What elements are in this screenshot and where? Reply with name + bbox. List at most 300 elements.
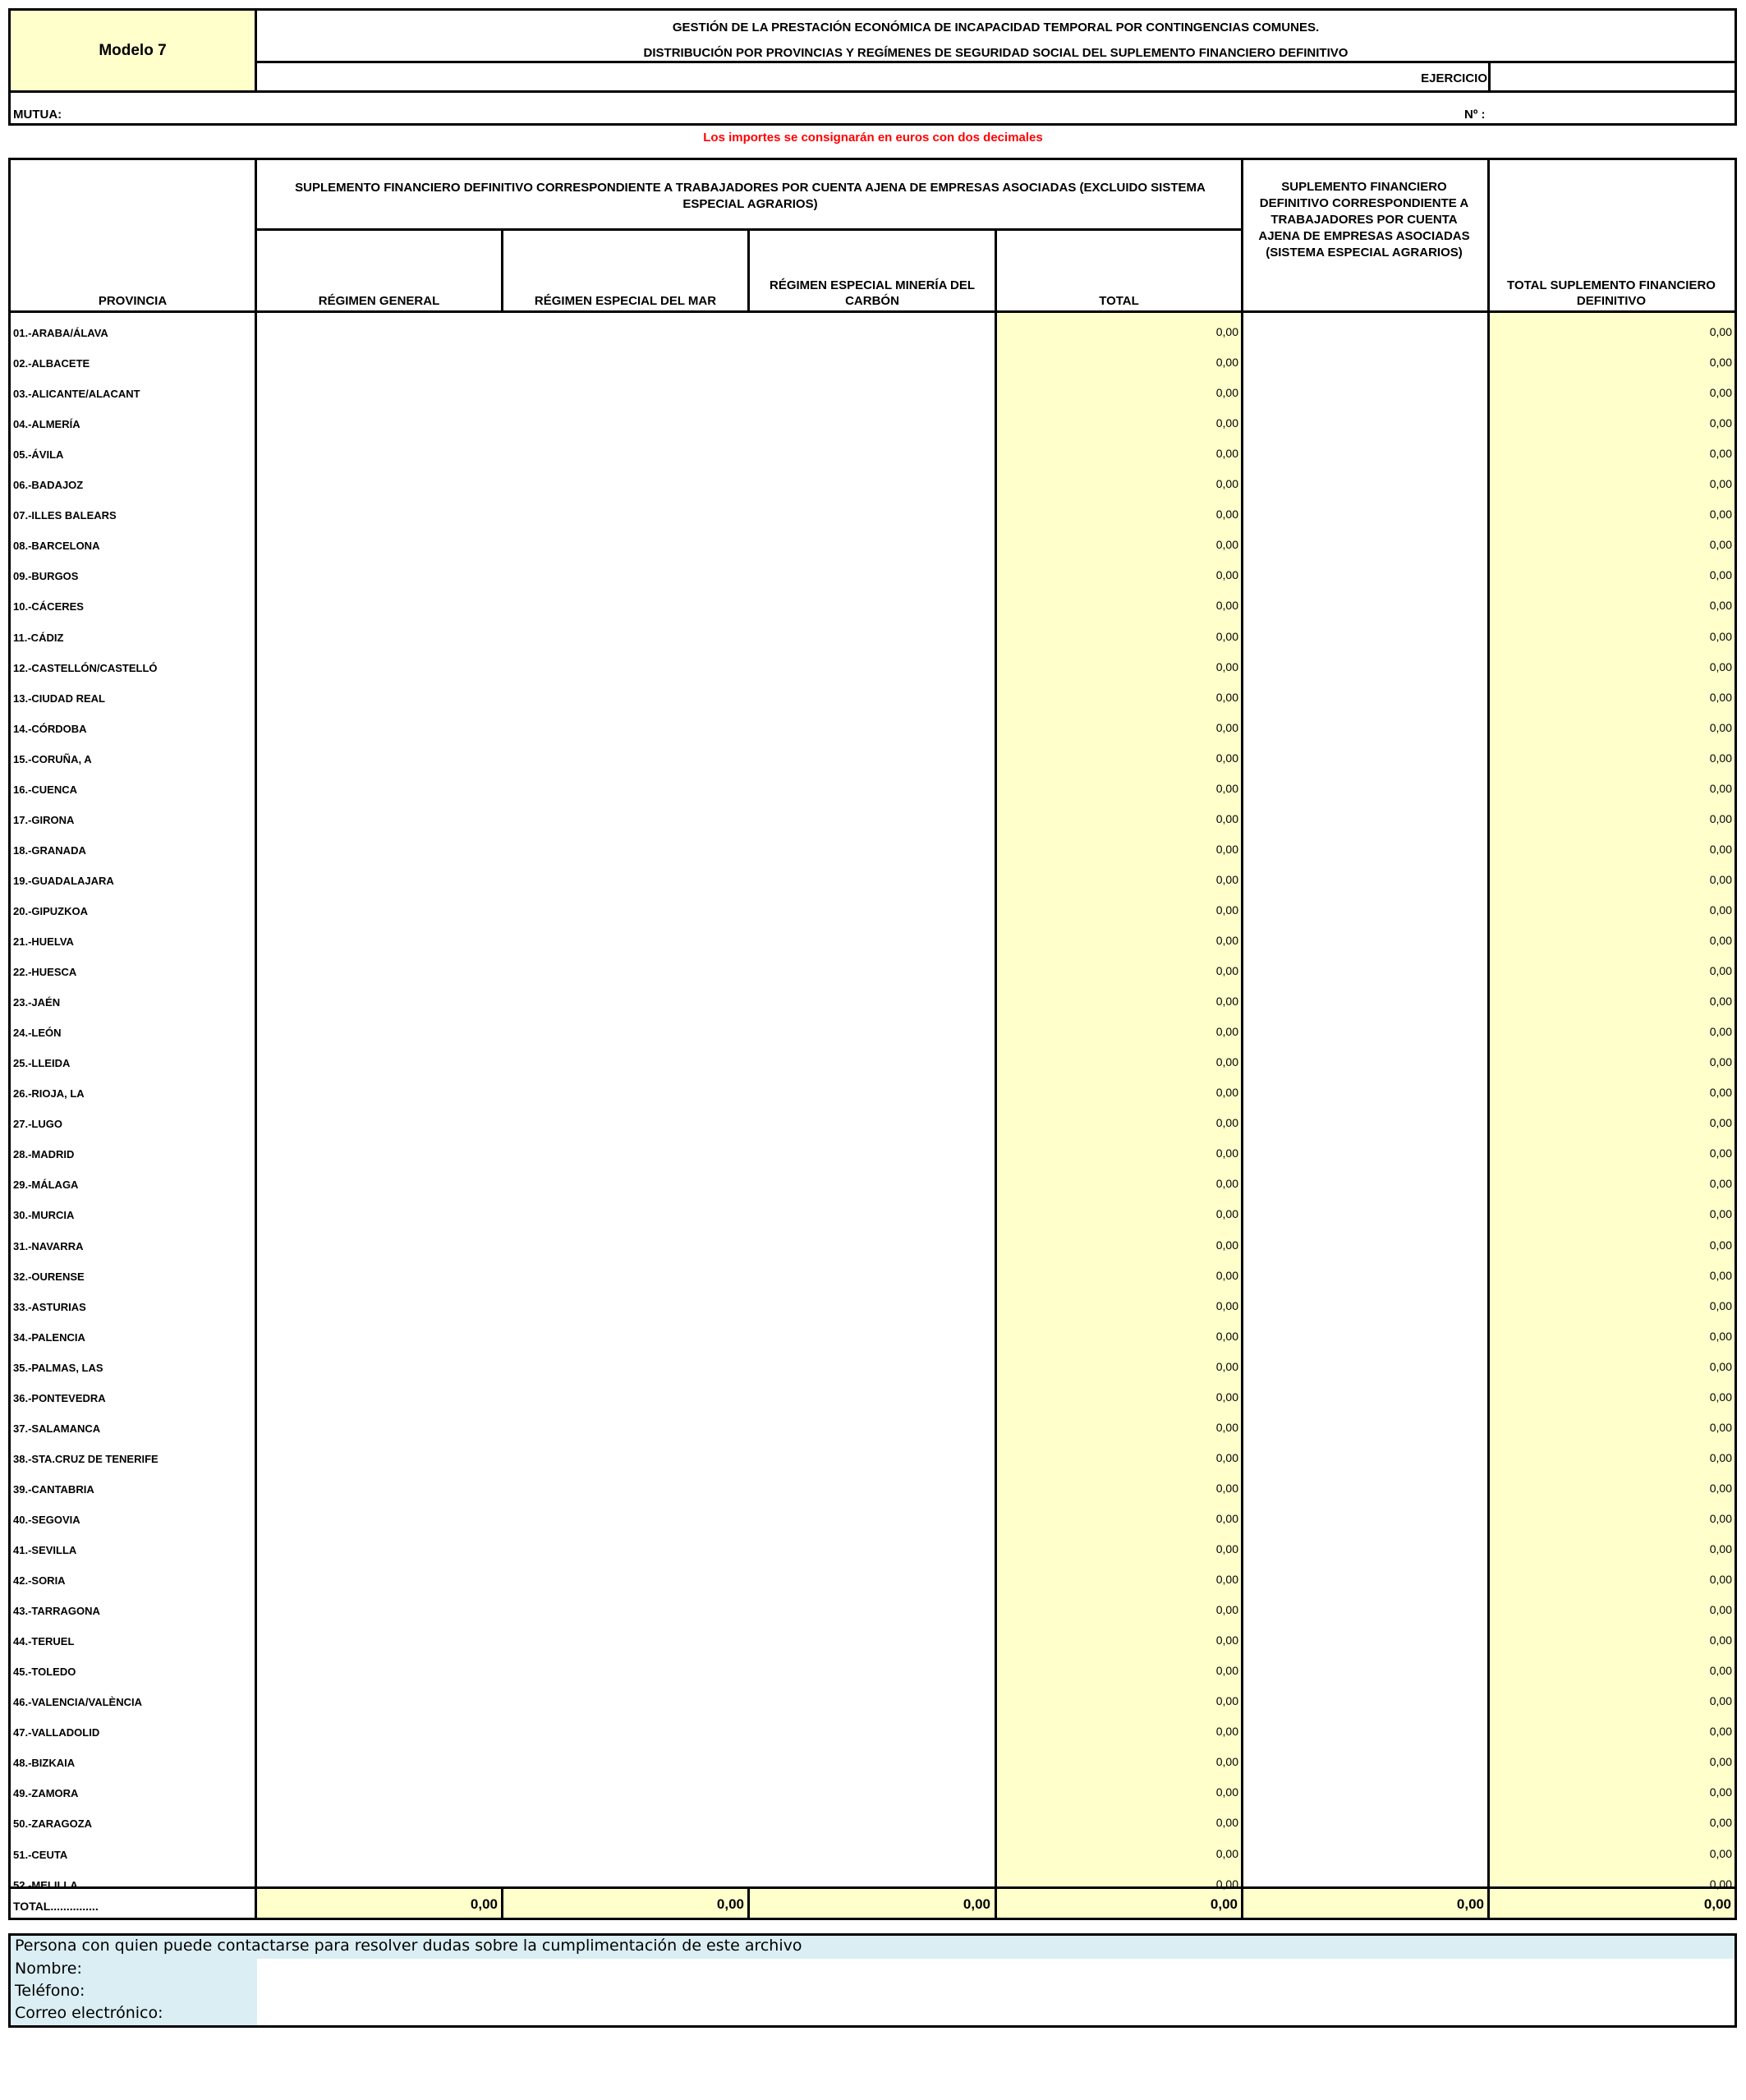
cell-total-suplemento: 0,00 xyxy=(1709,721,1732,734)
cell-agrarios[interactable] xyxy=(1243,962,1487,990)
cell-agrarios[interactable] xyxy=(1243,505,1487,533)
cell-regimen-mar[interactable] xyxy=(503,871,747,898)
cell-regimen-general[interactable] xyxy=(257,1205,501,1233)
province-label: 21.-HUELVA xyxy=(13,935,74,948)
cell-regimen-general[interactable] xyxy=(257,627,501,655)
cell-agrarios[interactable] xyxy=(1243,1753,1487,1781)
cell-regimen-general[interactable] xyxy=(257,962,501,990)
cell-agrarios[interactable] xyxy=(1243,871,1487,898)
cell-regimen-general[interactable] xyxy=(257,475,501,503)
cell-total: 0,00 xyxy=(1215,1238,1238,1252)
cell-regimen-mar[interactable] xyxy=(503,1540,747,1568)
cell-regimen-general[interactable] xyxy=(257,444,501,472)
province-label: 23.-JAÉN xyxy=(13,996,61,1009)
cell-agrarios[interactable] xyxy=(1243,688,1487,716)
cell-regimen-mineria[interactable] xyxy=(750,992,994,1020)
cell-regimen-mineria[interactable] xyxy=(750,384,994,411)
cell-regimen-mar[interactable] xyxy=(503,1753,747,1781)
province-label: 25.-LLEIDA xyxy=(13,1057,71,1069)
cell-regimen-general[interactable] xyxy=(257,901,501,929)
cell-regimen-mineria[interactable] xyxy=(750,1388,994,1416)
cell-regimen-general[interactable] xyxy=(257,1479,501,1507)
cell-regimen-mineria[interactable] xyxy=(750,1510,994,1537)
province-label: 32.-OURENSE xyxy=(13,1271,85,1283)
cell-total: 0,00 xyxy=(1215,995,1238,1008)
cell-regimen-general[interactable] xyxy=(257,535,501,563)
cell-agrarios[interactable] xyxy=(1243,1053,1487,1081)
cell-agrarios[interactable] xyxy=(1243,1692,1487,1720)
province-label: 12.-CASTELLÓN/CASTELLÓ xyxy=(13,662,158,674)
numero-label: Nº : xyxy=(1464,108,1486,122)
cell-regimen-mar[interactable] xyxy=(503,779,747,807)
cell-regimen-general[interactable] xyxy=(257,719,501,747)
cell-regimen-general[interactable] xyxy=(257,1631,501,1659)
province-label: 01.-ARABA/ÁLAVA xyxy=(13,327,108,339)
cell-regimen-mineria[interactable] xyxy=(750,840,994,868)
province-label: 34.-PALENCIA xyxy=(13,1331,85,1344)
cell-regimen-general[interactable] xyxy=(257,414,501,442)
cell-regimen-mineria[interactable] xyxy=(750,1449,994,1477)
form-header xyxy=(8,8,1737,126)
cell-regimen-mar[interactable] xyxy=(503,1418,747,1446)
contact-telefono-label: Teléfono: xyxy=(15,1982,85,2000)
cell-agrarios[interactable] xyxy=(1243,1479,1487,1507)
cell-agrarios[interactable] xyxy=(1243,1388,1487,1416)
cell-total-suplemento: 0,00 xyxy=(1709,1694,1732,1707)
form-title-line2: DISTRIBUCIÓN POR PROVINCIAS Y REGÍMENES DE SEGURIDAD SOCIAL DEL SUPLEMENTO FINANCIERO DEFINITIVO xyxy=(643,46,1349,60)
cell-regimen-general[interactable] xyxy=(257,596,501,624)
cell-total-suplemento: 0,00 xyxy=(1709,812,1732,825)
cell-regimen-general[interactable] xyxy=(257,1845,501,1873)
cell-regimen-general[interactable] xyxy=(257,931,501,959)
cell-regimen-mar[interactable] xyxy=(503,1205,747,1233)
cell-total-suplemento: 0,00 xyxy=(1709,1785,1732,1799)
cell-total-suplemento: 0,00 xyxy=(1709,1238,1732,1252)
cell-agrarios[interactable] xyxy=(1243,840,1487,868)
cell-regimen-mineria[interactable] xyxy=(750,535,994,563)
cell-regimen-mar[interactable] xyxy=(503,810,747,838)
cell-agrarios[interactable] xyxy=(1243,1845,1487,1873)
cell-regimen-mineria[interactable] xyxy=(750,1053,994,1081)
cell-total-suplemento: 0,00 xyxy=(1709,843,1732,856)
cell-regimen-mar[interactable] xyxy=(503,535,747,563)
contact-nombre-input[interactable] xyxy=(260,1959,1735,1981)
cell-regimen-general[interactable] xyxy=(257,1114,501,1142)
cell-regimen-general[interactable] xyxy=(257,1661,501,1689)
cell-regimen-mar[interactable] xyxy=(503,749,747,777)
cell-regimen-mar[interactable] xyxy=(503,444,747,472)
cell-regimen-mar[interactable] xyxy=(503,1388,747,1416)
cell-agrarios[interactable] xyxy=(1243,1205,1487,1233)
province-label: 52.-MELILLA xyxy=(13,1879,78,1891)
cell-agrarios[interactable] xyxy=(1243,1449,1487,1477)
header-provincia: PROVINCIA xyxy=(98,294,168,308)
cell-regimen-mineria[interactable] xyxy=(750,1327,994,1355)
cell-regimen-mineria[interactable] xyxy=(750,1297,994,1325)
cell-regimen-general[interactable] xyxy=(257,1813,501,1841)
cell-regimen-mar[interactable] xyxy=(503,1570,747,1598)
cell-regimen-mineria[interactable] xyxy=(750,1083,994,1111)
contact-correo-input[interactable] xyxy=(260,2003,1735,2025)
province-label: 17.-GIRONA xyxy=(13,814,75,826)
cell-regimen-mineria[interactable] xyxy=(750,962,994,990)
cell-agrarios[interactable] xyxy=(1243,1114,1487,1142)
cell-agrarios[interactable] xyxy=(1243,1813,1487,1841)
cell-regimen-mineria[interactable] xyxy=(750,1144,994,1172)
cell-regimen-general[interactable] xyxy=(257,566,501,594)
cell-regimen-mar[interactable] xyxy=(503,1053,747,1081)
cell-total-suplemento: 0,00 xyxy=(1709,691,1732,704)
cell-regimen-mar[interactable] xyxy=(503,1813,747,1841)
cell-total: 0,00 xyxy=(1215,1694,1238,1707)
cell-regimen-mineria[interactable] xyxy=(750,810,994,838)
cell-agrarios[interactable] xyxy=(1243,353,1487,381)
cell-total: 0,00 xyxy=(1215,964,1238,977)
cell-regimen-mineria[interactable] xyxy=(750,1783,994,1811)
cell-agrarios[interactable] xyxy=(1243,1570,1487,1598)
cell-regimen-general[interactable] xyxy=(257,1358,501,1385)
cell-regimen-mar[interactable] xyxy=(503,566,747,594)
cell-total: 0,00 xyxy=(1215,660,1238,673)
cell-regimen-mar[interactable] xyxy=(503,840,747,868)
cell-agrarios[interactable] xyxy=(1243,719,1487,747)
cell-agrarios[interactable] xyxy=(1243,414,1487,442)
cell-regimen-general[interactable] xyxy=(257,871,501,898)
cell-regimen-general[interactable] xyxy=(257,1053,501,1081)
cell-regimen-general[interactable] xyxy=(257,1540,501,1568)
cell-agrarios[interactable] xyxy=(1243,779,1487,807)
cell-regimen-mineria[interactable] xyxy=(750,475,994,503)
cell-agrarios[interactable] xyxy=(1243,596,1487,624)
cell-total-suplemento: 0,00 xyxy=(1709,995,1732,1008)
province-label: 37.-SALAMANCA xyxy=(13,1422,101,1435)
province-label: 10.-CÁCERES xyxy=(13,600,84,613)
cell-regimen-mineria[interactable] xyxy=(750,1114,994,1142)
cell-regimen-mar[interactable] xyxy=(503,1510,747,1537)
cell-regimen-general[interactable] xyxy=(257,1327,501,1355)
cell-total-suplemento: 0,00 xyxy=(1709,568,1732,581)
cell-agrarios[interactable] xyxy=(1243,658,1487,686)
cell-total: 0,00 xyxy=(1215,1207,1238,1220)
cell-regimen-mar[interactable] xyxy=(503,1174,747,1202)
cell-regimen-mineria[interactable] xyxy=(750,1570,994,1598)
cell-regimen-mineria[interactable] xyxy=(750,931,994,959)
cell-regimen-mar[interactable] xyxy=(503,1631,747,1659)
cell-agrarios[interactable] xyxy=(1243,1236,1487,1264)
cell-regimen-mar[interactable] xyxy=(503,1479,747,1507)
cell-agrarios[interactable] xyxy=(1243,1174,1487,1202)
ejercicio-input[interactable] xyxy=(1488,63,1735,90)
cell-regimen-general[interactable] xyxy=(257,1266,501,1294)
ejercicio-row xyxy=(257,63,1735,93)
cell-regimen-general[interactable] xyxy=(257,1783,501,1811)
cell-regimen-general[interactable] xyxy=(257,1449,501,1477)
cell-regimen-general[interactable] xyxy=(257,749,501,777)
cell-regimen-general[interactable] xyxy=(257,1570,501,1598)
cell-regimen-mar[interactable] xyxy=(503,1692,747,1720)
cell-total: 0,00 xyxy=(1215,1451,1238,1464)
cell-total: 0,00 xyxy=(1215,1299,1238,1312)
cell-total: 0,00 xyxy=(1215,721,1238,734)
cell-regimen-mar[interactable] xyxy=(503,1845,747,1873)
cell-regimen-mar[interactable] xyxy=(503,505,747,533)
cell-regimen-mar[interactable] xyxy=(503,931,747,959)
cell-regimen-general[interactable] xyxy=(257,1753,501,1781)
cell-regimen-general[interactable] xyxy=(257,1236,501,1264)
cell-regimen-general[interactable] xyxy=(257,840,501,868)
cell-agrarios[interactable] xyxy=(1243,1327,1487,1355)
cell-regimen-mar[interactable] xyxy=(503,1661,747,1689)
cell-regimen-general[interactable] xyxy=(257,1510,501,1537)
form-title-line1: GESTIÓN DE LA PRESTACIÓN ECONÓMICA DE INCAPACIDAD TEMPORAL POR CONTINGENCIAS COMUNES. xyxy=(672,21,1320,34)
cell-total-suplemento: 0,00 xyxy=(1709,1055,1732,1068)
cell-regimen-mar[interactable] xyxy=(503,475,747,503)
cell-total: 0,00 xyxy=(1215,691,1238,704)
cell-agrarios[interactable] xyxy=(1243,444,1487,472)
cell-agrarios[interactable] xyxy=(1243,535,1487,563)
total-total: 0,00 xyxy=(1210,1896,1238,1912)
cell-regimen-mar[interactable] xyxy=(503,1297,747,1325)
cell-regimen-general[interactable] xyxy=(257,1083,501,1111)
cell-regimen-general[interactable] xyxy=(257,779,501,807)
cell-regimen-mineria[interactable] xyxy=(750,1753,994,1781)
cell-total-suplemento: 0,00 xyxy=(1709,751,1732,765)
province-label: 16.-CUENCA xyxy=(13,783,78,796)
cell-regimen-mar[interactable] xyxy=(503,414,747,442)
cell-agrarios[interactable] xyxy=(1243,931,1487,959)
province-label: 27.-LUGO xyxy=(13,1118,62,1130)
cell-total-suplemento: 0,00 xyxy=(1709,1816,1732,1829)
cell-regimen-mar[interactable] xyxy=(503,1601,747,1629)
cell-regimen-mar[interactable] xyxy=(503,1722,747,1750)
cell-regimen-mineria[interactable] xyxy=(750,1174,994,1202)
cell-regimen-mineria[interactable] xyxy=(750,1540,994,1568)
cell-total-suplemento: 0,00 xyxy=(1709,1177,1732,1190)
cell-agrarios[interactable] xyxy=(1243,1783,1487,1811)
cell-regimen-mar[interactable] xyxy=(503,1783,747,1811)
cell-regimen-general[interactable] xyxy=(257,384,501,411)
cell-regimen-mineria[interactable] xyxy=(750,353,994,381)
cell-regimen-mineria[interactable] xyxy=(750,1601,994,1629)
cell-agrarios[interactable] xyxy=(1243,1601,1487,1629)
cell-agrarios[interactable] xyxy=(1243,992,1487,1020)
cell-regimen-general[interactable] xyxy=(257,1144,501,1172)
total-agrarios: 0,00 xyxy=(1456,1896,1484,1912)
cell-total-suplemento: 0,00 xyxy=(1709,964,1732,977)
cell-agrarios[interactable] xyxy=(1243,1083,1487,1111)
cell-regimen-mar[interactable] xyxy=(503,658,747,686)
cell-regimen-mar[interactable] xyxy=(503,384,747,411)
cell-total: 0,00 xyxy=(1215,1664,1238,1677)
cell-agrarios[interactable] xyxy=(1243,1631,1487,1659)
contact-block xyxy=(8,1933,1737,2028)
cell-total-suplemento: 0,00 xyxy=(1709,447,1732,460)
cell-regimen-mineria[interactable] xyxy=(750,505,994,533)
cell-regimen-general[interactable] xyxy=(257,1722,501,1750)
cell-regimen-mineria[interactable] xyxy=(750,1205,994,1233)
cell-regimen-mar[interactable] xyxy=(503,1144,747,1172)
cell-regimen-mar[interactable] xyxy=(503,1358,747,1385)
cell-regimen-general[interactable] xyxy=(257,658,501,686)
cell-regimen-general[interactable] xyxy=(257,1418,501,1446)
cell-total: 0,00 xyxy=(1215,1330,1238,1343)
cell-total-suplemento: 0,00 xyxy=(1709,477,1732,490)
cell-regimen-mar[interactable] xyxy=(503,1236,747,1264)
cell-agrarios[interactable] xyxy=(1243,901,1487,929)
province-label: 48.-BIZKAIA xyxy=(13,1757,76,1769)
province-label: 19.-GUADALAJARA xyxy=(13,875,114,887)
cell-regimen-mineria[interactable] xyxy=(750,1813,994,1841)
cell-regimen-general[interactable] xyxy=(257,1174,501,1202)
cell-regimen-mineria[interactable] xyxy=(750,1418,994,1446)
cell-agrarios[interactable] xyxy=(1243,1661,1487,1689)
cell-regimen-mar[interactable] xyxy=(503,901,747,929)
cell-regimen-mineria[interactable] xyxy=(750,1661,994,1689)
cell-regimen-mineria[interactable] xyxy=(750,414,994,442)
province-label: 14.-CÓRDOBA xyxy=(13,723,87,735)
cell-agrarios[interactable] xyxy=(1243,1510,1487,1537)
cell-regimen-mar[interactable] xyxy=(503,323,747,351)
cell-regimen-mineria[interactable] xyxy=(750,596,994,624)
cell-total: 0,00 xyxy=(1215,1634,1238,1647)
ejercicio-label: EJERCICIO xyxy=(1421,71,1487,85)
cell-agrarios[interactable] xyxy=(1243,1418,1487,1446)
cell-regimen-general[interactable] xyxy=(257,353,501,381)
cell-regimen-mineria[interactable] xyxy=(750,749,994,777)
cell-agrarios[interactable] xyxy=(1243,566,1487,594)
totals-label: TOTAL............... xyxy=(13,1900,99,1913)
cell-total: 0,00 xyxy=(1215,508,1238,521)
cell-regimen-mineria[interactable] xyxy=(750,1692,994,1720)
province-label: 33.-ASTURIAS xyxy=(13,1301,86,1313)
cell-total: 0,00 xyxy=(1215,751,1238,765)
cell-agrarios[interactable] xyxy=(1243,1540,1487,1568)
cell-agrarios[interactable] xyxy=(1243,323,1487,351)
cell-regimen-mar[interactable] xyxy=(503,1083,747,1111)
cell-regimen-general[interactable] xyxy=(257,1388,501,1416)
cell-regimen-general[interactable] xyxy=(257,810,501,838)
cell-total: 0,00 xyxy=(1215,1421,1238,1434)
cell-regimen-mineria[interactable] xyxy=(750,719,994,747)
cell-regimen-mar[interactable] xyxy=(503,1327,747,1355)
cell-regimen-general[interactable] xyxy=(257,1601,501,1629)
cell-regimen-mar[interactable] xyxy=(503,992,747,1020)
cell-total-suplemento: 0,00 xyxy=(1709,386,1732,399)
cell-total: 0,00 xyxy=(1215,1055,1238,1068)
cell-total-suplemento: 0,00 xyxy=(1709,1634,1732,1647)
province-label: 46.-VALENCIA/VALÈNCIA xyxy=(13,1696,142,1708)
cell-regimen-general[interactable] xyxy=(257,1297,501,1325)
cell-agrarios[interactable] xyxy=(1243,475,1487,503)
cell-regimen-mineria[interactable] xyxy=(750,901,994,929)
cell-regimen-mineria[interactable] xyxy=(750,1236,994,1264)
cell-regimen-mineria[interactable] xyxy=(750,1845,994,1873)
cell-regimen-mineria[interactable] xyxy=(750,444,994,472)
cell-agrarios[interactable] xyxy=(1243,1144,1487,1172)
cell-regimen-mineria[interactable] xyxy=(750,1479,994,1507)
cell-agrarios[interactable] xyxy=(1243,1358,1487,1385)
cell-total-suplemento: 0,00 xyxy=(1709,1482,1732,1495)
cell-regimen-mar[interactable] xyxy=(503,596,747,624)
cell-total: 0,00 xyxy=(1215,538,1238,551)
cell-total: 0,00 xyxy=(1215,1755,1238,1768)
cell-regimen-mineria[interactable] xyxy=(750,566,994,594)
cell-regimen-general[interactable] xyxy=(257,688,501,716)
cell-regimen-mineria[interactable] xyxy=(750,1722,994,1750)
cell-total: 0,00 xyxy=(1215,782,1238,795)
cell-agrarios[interactable] xyxy=(1243,749,1487,777)
cell-agrarios[interactable] xyxy=(1243,627,1487,655)
cell-regimen-general[interactable] xyxy=(257,992,501,1020)
cell-regimen-mar[interactable] xyxy=(503,1266,747,1294)
cell-agrarios[interactable] xyxy=(1243,1022,1487,1050)
header-regimen-general: RÉGIMEN GENERAL xyxy=(318,294,440,308)
cell-total-suplemento: 0,00 xyxy=(1709,1207,1732,1220)
cell-regimen-mineria[interactable] xyxy=(750,779,994,807)
cell-regimen-mineria[interactable] xyxy=(750,1266,994,1294)
cell-total: 0,00 xyxy=(1215,812,1238,825)
header-agrarios: SUPLEMENTO FINANCIERO DEFINITIVO CORRESPONDIENTE A TRABAJADORES POR CUENTA AJENA DE EMPRESAS ASOCIADAS (SISTEMA ESPECIAL AGRARIOS) xyxy=(1258,179,1470,260)
cell-regimen-general[interactable] xyxy=(257,323,501,351)
cell-regimen-mineria[interactable] xyxy=(750,323,994,351)
cell-regimen-mineria[interactable] xyxy=(750,627,994,655)
cell-regimen-mineria[interactable] xyxy=(750,1022,994,1050)
cell-total: 0,00 xyxy=(1215,630,1238,643)
contact-telefono-input[interactable] xyxy=(260,1981,1735,2003)
cell-regimen-general[interactable] xyxy=(257,1022,501,1050)
cell-total-suplemento: 0,00 xyxy=(1709,599,1732,612)
cell-regimen-mar[interactable] xyxy=(503,688,747,716)
cell-agrarios[interactable] xyxy=(1243,1722,1487,1750)
cell-total: 0,00 xyxy=(1215,599,1238,612)
cell-agrarios[interactable] xyxy=(1243,810,1487,838)
cell-regimen-mineria[interactable] xyxy=(750,1631,994,1659)
cell-total: 0,00 xyxy=(1215,1877,1238,1891)
cell-total-suplemento: 0,00 xyxy=(1709,508,1732,521)
cell-regimen-mar[interactable] xyxy=(503,1022,747,1050)
cell-agrarios[interactable] xyxy=(1243,1297,1487,1325)
province-label: 06.-BADAJOZ xyxy=(13,479,84,491)
cell-total-suplemento: 0,00 xyxy=(1709,416,1732,430)
cell-regimen-general[interactable] xyxy=(257,505,501,533)
province-label: 38.-STA.CRUZ DE TENERIFE xyxy=(13,1453,159,1465)
province-label: 42.-SORIA xyxy=(13,1574,66,1587)
total-total-suplemento: 0,00 xyxy=(1703,1896,1731,1912)
cell-agrarios[interactable] xyxy=(1243,384,1487,411)
cell-regimen-mineria[interactable] xyxy=(750,871,994,898)
cell-regimen-general[interactable] xyxy=(257,1692,501,1720)
cell-regimen-mar[interactable] xyxy=(503,627,747,655)
cell-regimen-mar[interactable] xyxy=(503,719,747,747)
cell-regimen-mar[interactable] xyxy=(503,1114,747,1142)
cell-agrarios[interactable] xyxy=(1243,1266,1487,1294)
province-label: 20.-GIPUZKOA xyxy=(13,905,89,917)
province-label: 09.-BURGOS xyxy=(13,570,79,582)
total-general: 0,00 xyxy=(470,1896,498,1912)
cell-regimen-mar[interactable] xyxy=(503,962,747,990)
cell-regimen-mar[interactable] xyxy=(503,1449,747,1477)
cell-total: 0,00 xyxy=(1215,1512,1238,1525)
cell-regimen-mineria[interactable] xyxy=(750,688,994,716)
cell-regimen-mineria[interactable] xyxy=(750,1358,994,1385)
cell-regimen-mineria[interactable] xyxy=(750,658,994,686)
provincias-table xyxy=(8,158,1737,1920)
cell-total: 0,00 xyxy=(1215,568,1238,581)
province-label: 44.-TERUEL xyxy=(13,1635,75,1647)
header-bottom-border xyxy=(11,310,1735,313)
cell-total: 0,00 xyxy=(1215,843,1238,856)
cell-regimen-mar[interactable] xyxy=(503,353,747,381)
